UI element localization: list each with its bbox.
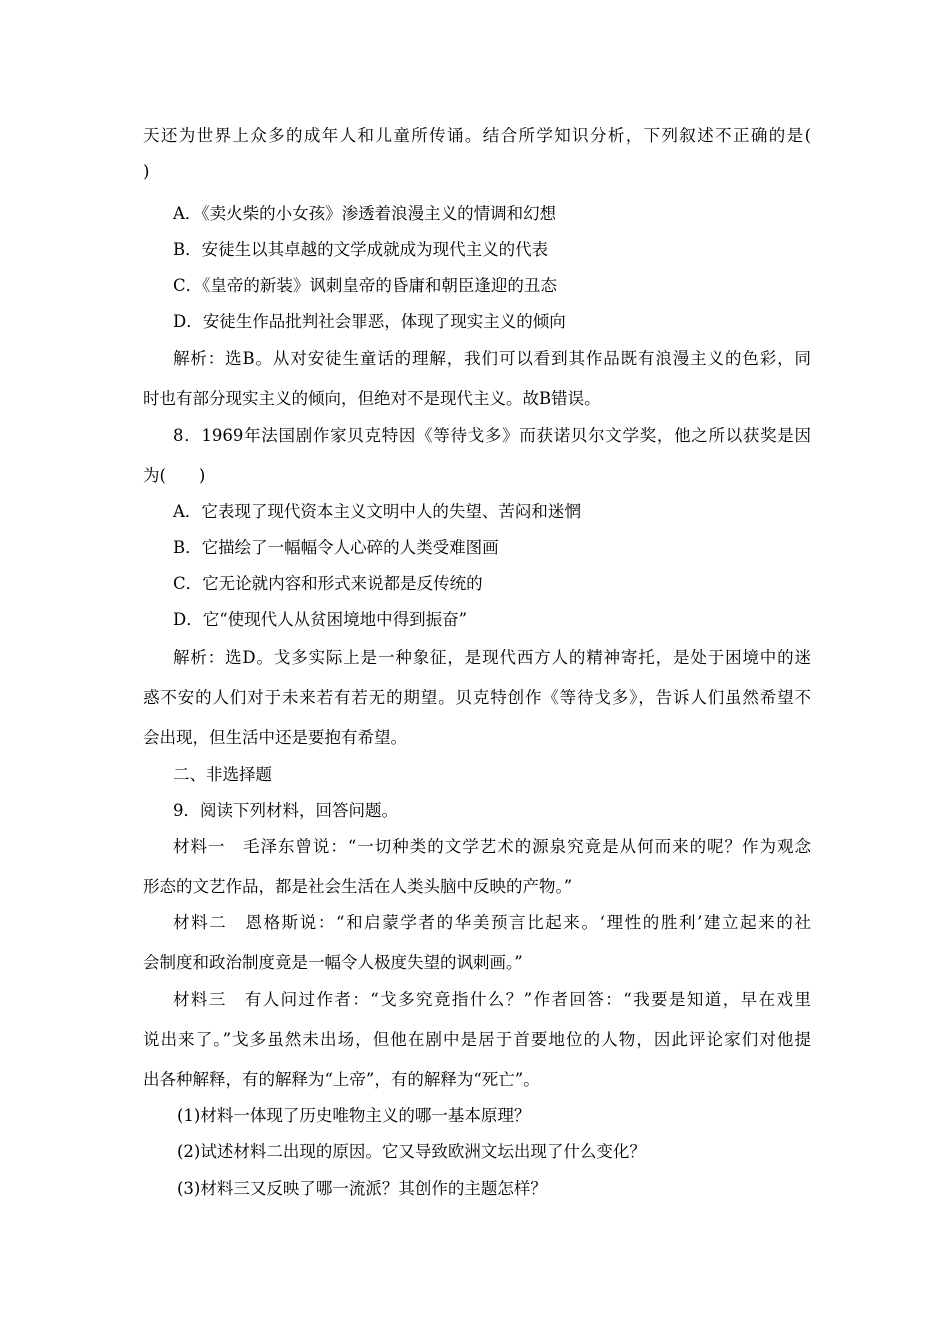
sub-question-line: (3)材料三又反映了哪一流派？其创作的主题怎样？ [177, 1179, 547, 1198]
analysis-line: 解析：选B。从对安徒生童话的理解，我们可以看到其作品既有浪漫主义的色彩，同 [173, 349, 811, 368]
option-line: A．《卖火柴的小女孩》渗透着浪漫主义的情调和幻想 [173, 204, 557, 223]
option-line: D．它“使现代人从贫困境地中得到振奋” [173, 610, 468, 629]
analysis-line: 时也有部分现实主义的倾向，但绝对不是现代主义。故B错误。 [143, 389, 601, 408]
option-line: D．安徒生作品批判社会罪恶，体现了现实主义的倾向 [173, 312, 566, 331]
option-line: C．《皇帝的新装》讽刺皇帝的昏庸和朝臣逢迎的丑态 [173, 276, 557, 295]
option-line: B．它描绘了一幅幅令人心碎的人类受难图画 [173, 538, 499, 557]
material-line: 材料一 毛泽东曾说：“一切种类的文学艺术的源泉究竟是从何而来的呢？作为观念 [173, 837, 811, 856]
question-line: 9．阅读下列材料，回答问题。 [173, 801, 398, 820]
section-heading: 二、非选择题 [173, 765, 272, 784]
material-line: 会制度和政治制度竟是一幅令人极度失望的讽刺画。” [143, 953, 523, 972]
material-line: 形态的文艺作品，都是社会生活在人类头脑中反映的产物。” [143, 877, 573, 896]
text-line: 天还为世界上众多的成年人和儿童所传诵。结合所学知识分析，下列叙述不正确的是( [143, 126, 811, 145]
analysis-line: 解析：选D。戈多实际上是一种象征，是现代西方人的精神寄托，是处于困境中的迷 [173, 648, 811, 667]
text-line: ) [143, 162, 150, 181]
sub-question-line: (1)材料一体现了历史唯物主义的哪一基本原理？ [177, 1106, 531, 1125]
material-line: 材料二 恩格斯说：“和启蒙学者的华美预言比起来。‘理性的胜利’建立起来的社 [173, 913, 811, 932]
question-line: 8．1969年法国剧作家贝克特因《等待戈多》而获诺贝尔文学奖，他之所以获奖是因 [173, 426, 811, 445]
material-line: 说出来了。”戈多虽然未出场，但他在剧中是居于首要地位的人物，因此评论家们对他提 [143, 1030, 811, 1049]
option-line: C．它无论就内容和形式来说都是反传统的 [173, 574, 483, 593]
question-line: 为( ) [143, 466, 206, 485]
option-line: B．安徒生以其卓越的文学成就成为现代主义的代表 [173, 240, 549, 259]
option-line: A．它表现了现代资本主义文明中人的失望、苦闷和迷惘 [173, 502, 581, 521]
analysis-line: 惑不安的人们对于未来若有若无的期望。贝克特创作《等待戈多》，告诉人们虽然希望不 [143, 688, 811, 707]
material-line: 出各种解释，有的解释为“上帝”，有的解释为“死亡”。 [143, 1070, 540, 1089]
analysis-line: 会出现，但生活中还是要抱有希望。 [143, 728, 407, 747]
material-line: 材料三 有人问过作者：“戈多究竟指什么？”作者回答：“我要是知道，早在戏里 [173, 990, 811, 1009]
sub-question-line: (2)试述材料二出现的原因。它又导致欧洲文坛出现了什么变化？ [177, 1142, 646, 1161]
